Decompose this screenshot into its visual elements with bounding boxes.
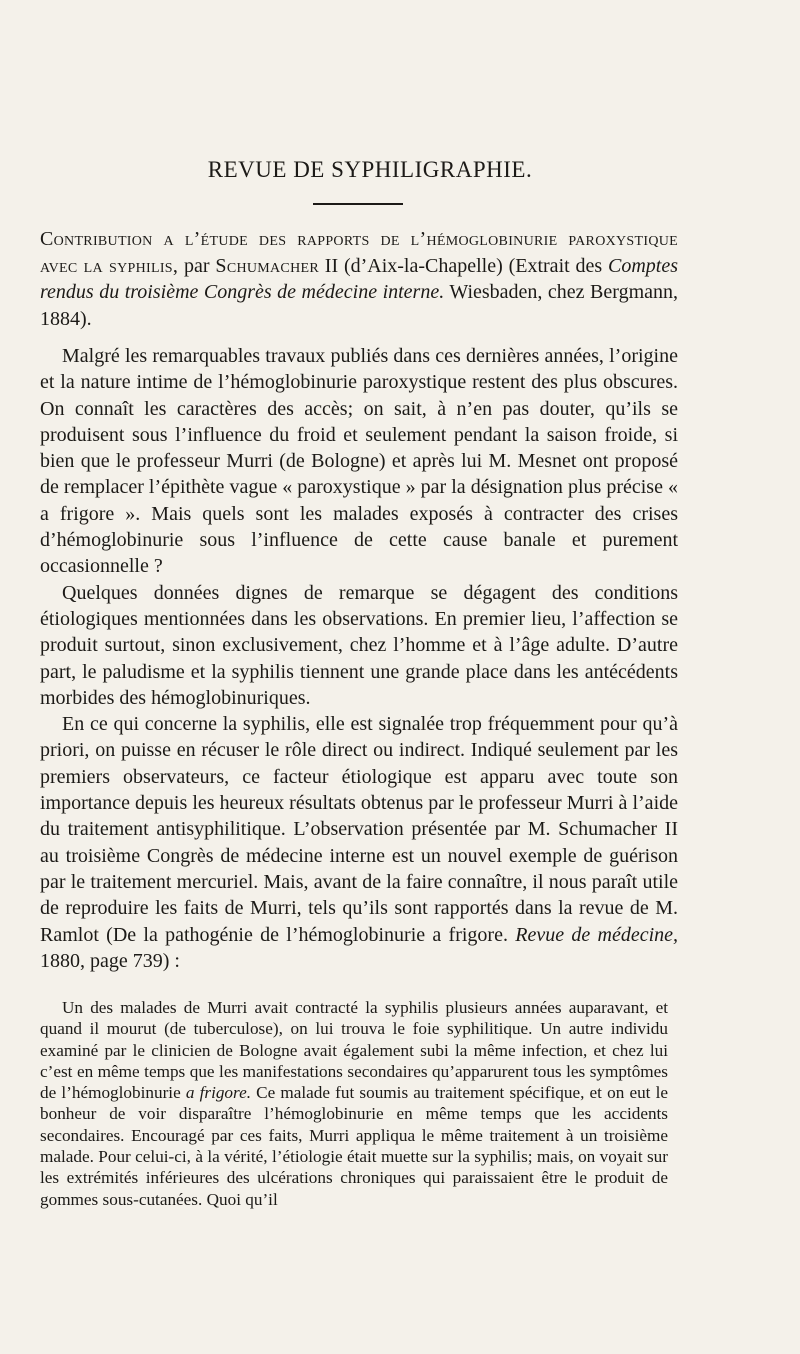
quote-end: Ce malade fut soumis au traitement spécifique, et on eut le bonheur de voir disparaître l’hémoglobinurie en même temps que les accidents secondaires. Encouragé par ces faits, Murri appliqua le même traitement à un troisième malade. Pour celui-ci, à la vérité, l’étiologie était muette sur la syphilis; mais, on voyait sur les extrémités inférieures des ulcérations chroniques qui paraissaient être le produit de gommes sous-cutanées. Quoi qu’il xyxy=(40,1083,668,1209)
heading-author: Schumacher xyxy=(215,254,319,277)
heading-par: par xyxy=(178,254,216,277)
heading-end: Wiesbaden, chez Bergmann, 1884). xyxy=(40,281,679,330)
quoted-passage xyxy=(40,997,668,1210)
page-title: REVUE DE SYPHILIGRAPHIE. xyxy=(207,157,533,182)
paragraph-3-start: En ce qui concerne la syphilis, elle est signalée trop fréquemment pour qu’à priori, on puisse en récuser le rôle direct ou indirect. Indiqué seulement par les premiers observateurs, ce facteur étiologique est apparu avec toute son importance depuis les heureux résultats obtenus par le professeur Murri à l’aide du traitement antisyphilitique. L’observation présentée par M. Schumacher II au troisième Congrès de médecine interne est un nouvel exemple de guérison par le traitement mercuriel. Mais, avant de la faire connaître, il nous paraît utile de reproduire les faits de Murri, tels qu’ils sont rapportés dans la revue de M. Ramlot (De la pathogénie de l’hémoglobinurie a frigore. xyxy=(40,713,678,946)
heading-smallcaps: Contribution a l’étude des rapports de l’hémoglobinurie paroxystique avec la syphilis, xyxy=(40,228,678,277)
article-body xyxy=(40,343,678,974)
paragraph-3-end: 1880, page 739) : xyxy=(40,949,180,972)
quote-italic: a frigore. xyxy=(185,1083,252,1103)
title-rule xyxy=(313,203,403,205)
quote-start: Un des malades de Murri avait contracté la syphilis plusieurs années auparavant, et quand il mourut (de tuberculose), on lui trouva le foie syphilitique. Un autre individu examiné par le clinicien de Bologne avait également subi la même infection, et chez lui c’est en même temps que les manifestations secondaires qu’apparurent tous les symptômes de l’hémoglobinurie xyxy=(40,998,668,1103)
article-heading xyxy=(40,226,678,332)
quote-paragraph xyxy=(40,997,668,1210)
heading-italic: Comptes rendus du troisième Congrès de médecine interne. xyxy=(40,254,678,303)
paragraph-2: Quelques données dignes de remarque se dégagent des conditions étiologiques mentionnées dans les observations. En premier lieu, l’affection se produit surtout, sinon exclusivement, chez l’homme et à l’âge adulte. D’autre part, le paludisme et la syphilis tiennent une grande place dans les antécédents morbides des hémoglobinuriques. xyxy=(40,581,678,709)
paragraph-1: Malgré les remarquables travaux publiés dans ces dernières années, l’origine et la nature intime de l’hémoglobinurie paroxystique restent des plus obscures. On connaît les caractères des accès; on sait, à n’en pas douter, qu’ils se produisent sous l’influence du froid et seulement pendant la saison froide, si bien que le professeur Murri (de Bologne) et après lui M. Mesnet ont proposé de remplacer l’épithète vague « paroxystique » par la désignation plus précise « a frigore ». Mais quels sont les malades exposés à contracter des crises d’hémoglobinurie sous l’influence de cette cause banale et purement occasionnelle ? xyxy=(40,345,678,578)
paragraph-3 xyxy=(40,711,678,974)
heading-rest: II (d’Aix-la-Chapelle) (Extrait des xyxy=(318,254,608,277)
paragraph-3-italic: Revue de médecine, xyxy=(515,923,679,946)
